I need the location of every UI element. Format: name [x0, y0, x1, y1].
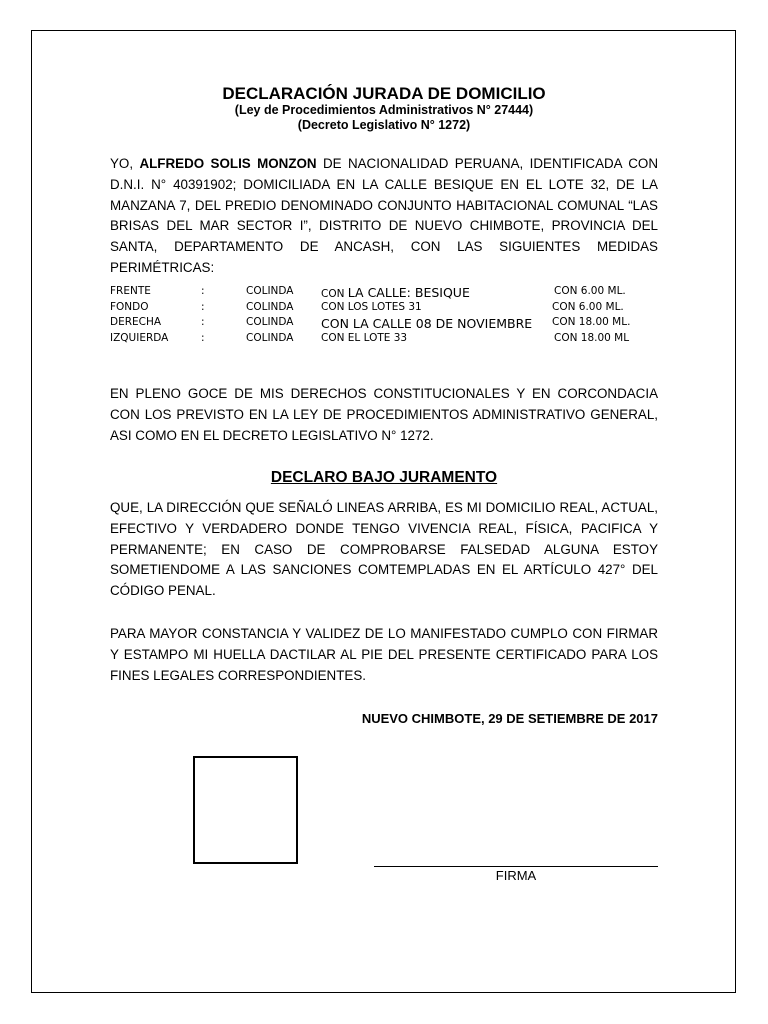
boundary-side: IZQUIERDA	[110, 331, 169, 344]
boundary-row	[110, 285, 670, 301]
signature-line	[374, 866, 658, 867]
oath-heading: DECLARO BAJO JURAMENTO	[270, 469, 498, 486]
boundary-row	[110, 332, 670, 348]
oath-paragraph: QUE, LA DIRECCIÓN QUE SEÑALÓ LINEAS ARRIBA, ES MI DOMICILIO REAL, ACTUAL, EFECTIVO Y VERDADERO DONDE TENGO VIVENCIA REAL, FÍSICA, PACIFICA Y PERMANENTE; EN CASO DE COMPROBARSE FALSEDAD ALGUNA ESTOY SOMETIENDOME A LAS SANCIONES COMTEMPLADAS EN EL ARTÍCULO 427° DEL CÓDIGO PENAL.	[110, 500, 658, 599]
document-subtitle-decree: (Decreto Legislativo N° 1272)	[297, 118, 471, 132]
document-title: DECLARACIÓN JURADA DE DOMICILIO	[222, 84, 546, 103]
intro-text: DE NACIONALIDAD PERUANA, IDENTIFICADA CON D.N.I. N° 40391902; DOMICILIADA EN LA CALLE BESIQUE EN EL LOTE 32, DE LA MANZANA 7, DEL PREDIO DENOMINADO CONJUNTO HABITACIONAL COMUNAL “LAS BRISAS DEL MAR SECTOR I”, DISTRITO DE NUEVO CHIMBOTE, PROVINCIA DEL SANTA, DEPARTAMENTO DE ANCASH, CON LAS SIGUIENTES MEDIDAS PERIMÉTRICAS:	[110, 156, 659, 275]
boundary-relation: COLINDA	[246, 300, 294, 313]
boundary-neighbor: CON EL LOTE 33	[321, 331, 408, 344]
boundary-neighbor: CON LOS LOTES 31	[321, 300, 422, 313]
boundary-side: DERECHA	[110, 316, 162, 328]
boundary-measure: CON 6.00 ML.	[554, 285, 626, 297]
boundary-separator: :	[201, 331, 205, 344]
boundary-measure: CON 18.00 ML	[554, 331, 630, 344]
intro-paragraph	[110, 154, 658, 279]
boundary-relation: COLINDA	[246, 285, 294, 297]
intro-prefix: YO,	[110, 156, 140, 171]
declarant-name: ALFREDO SOLIS MONZON	[139, 156, 317, 171]
boundary-neighbor: CON LA CALLE: BESIQUE	[321, 285, 470, 300]
fingerprint-box	[193, 756, 298, 864]
boundary-separator: :	[201, 316, 205, 328]
document-subtitle-law: (Ley de Procedimientos Administrativos N° 27444)	[234, 103, 534, 117]
boundary-measure: CON 6.00 ML.	[552, 300, 624, 313]
signature-label: FIRMA	[495, 868, 537, 883]
closing-paragraph: PARA MAYOR CONSTANCIA Y VALIDEZ DE LO MANIFESTADO CUMPLO CON FIRMAR Y ESTAMPO MI HUELLA DACTILAR AL PIE DEL PRESENTE CERTIFICADO PARA LOS FINES LEGALES CORRESPONDIENTES.	[110, 626, 658, 683]
legal-basis-paragraph: EN PLENO GOCE DE MIS DERECHOS CONSTITUCIONALES Y EN CORCONDACIA CON LOS PREVISTO EN LA LEY DE PROCEDIMIENTOS ADMINISTRATIVO GENERAL, ASI COMO EN EL DECRETO LEGISLATIVO N° 1272.	[110, 386, 658, 443]
boundary-side: FONDO	[110, 300, 149, 313]
boundary-measure: CON 18.00 ML.	[552, 316, 631, 328]
place-date: NUEVO CHIMBOTE, 29 DE SETIEMBRE DE 2017	[361, 711, 658, 726]
boundary-separator: :	[201, 300, 205, 313]
boundary-row	[110, 301, 670, 317]
boundary-neighbor: CON LA CALLE 08 DE NOVIEMBRE	[321, 316, 533, 331]
boundary-side: FRENTE	[110, 285, 151, 297]
boundaries-table	[110, 285, 670, 347]
boundary-relation: COLINDA	[246, 331, 294, 344]
boundary-relation: COLINDA	[246, 316, 294, 328]
boundary-separator: :	[201, 285, 205, 297]
boundary-row	[110, 316, 670, 332]
